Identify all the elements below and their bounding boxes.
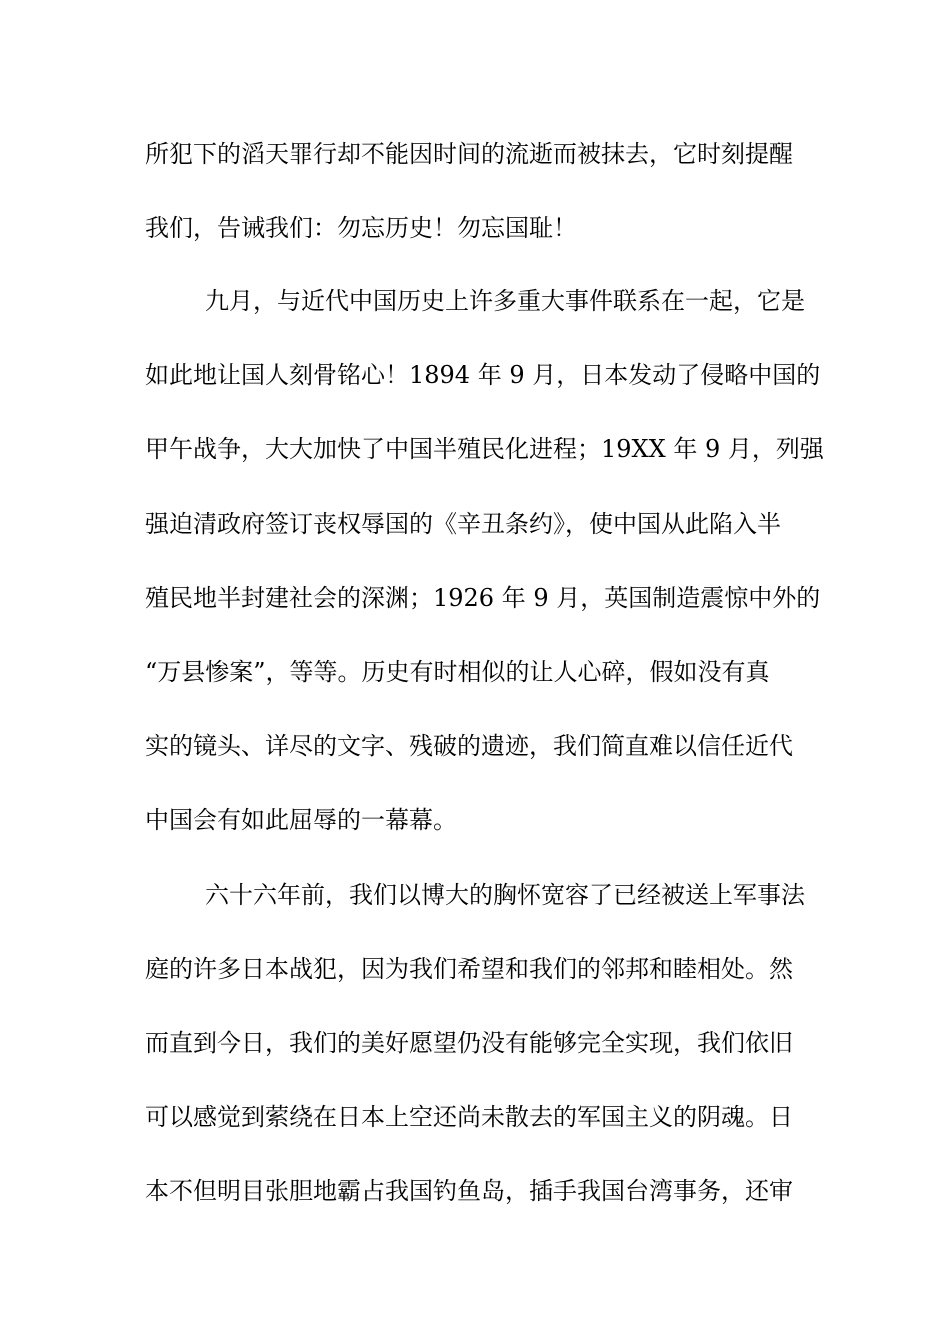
- paragraph-first-line: 六十六年前，我们以博大的胸怀宽容了已经被送上军事法: [205, 881, 805, 909]
- text-line: 中国会有如此屈辱的一幕幕。: [145, 806, 457, 834]
- text-line: 实的镜头、详尽的文字、残破的遗迹，我们简直难以信任近代: [145, 732, 793, 760]
- text-line: 殖民地半封建社会的深渊；1926 年 9 月，英国制造震惊中外的: [145, 584, 821, 612]
- text-line: 强迫清政府签订丧权辱国的《辛丑条约》，使中国从此陷入半: [145, 510, 781, 538]
- text-line: 如此地让国人刻骨铭心！1894 年 9 月，日本发动了侵略中国的: [145, 361, 821, 389]
- text-line: 甲午战争，大大加快了中国半殖民化进程；19XX 年 9 月，列强: [145, 435, 824, 463]
- text-line: 庭的许多日本战犯，因为我们希望和我们的邻邦和睦相处。然: [145, 955, 793, 983]
- paragraph-first-line: 九月，与近代中国历史上许多重大事件联系在一起，它是: [205, 287, 805, 315]
- text-line: 可以感觉到萦绕在日本上空还尚未散去的军国主义的阴魂。日: [145, 1103, 793, 1131]
- text-line: 而直到今日，我们的美好愿望仍没有能够完全实现，我们依旧: [145, 1029, 793, 1057]
- text-line: 我们，告诫我们：勿忘历史！勿忘国耻！: [145, 214, 577, 242]
- text-line: 所犯下的滔天罪行却不能因时间的流逝而被抹去，它时刻提醒: [145, 140, 793, 168]
- text-line: “万县惨案”，等等。历史有时相似的让人心碎，假如没有真: [145, 658, 770, 686]
- text-line: 本不但明目张胆地霸占我国钓鱼岛，插手我国台湾事务，还审: [145, 1177, 793, 1205]
